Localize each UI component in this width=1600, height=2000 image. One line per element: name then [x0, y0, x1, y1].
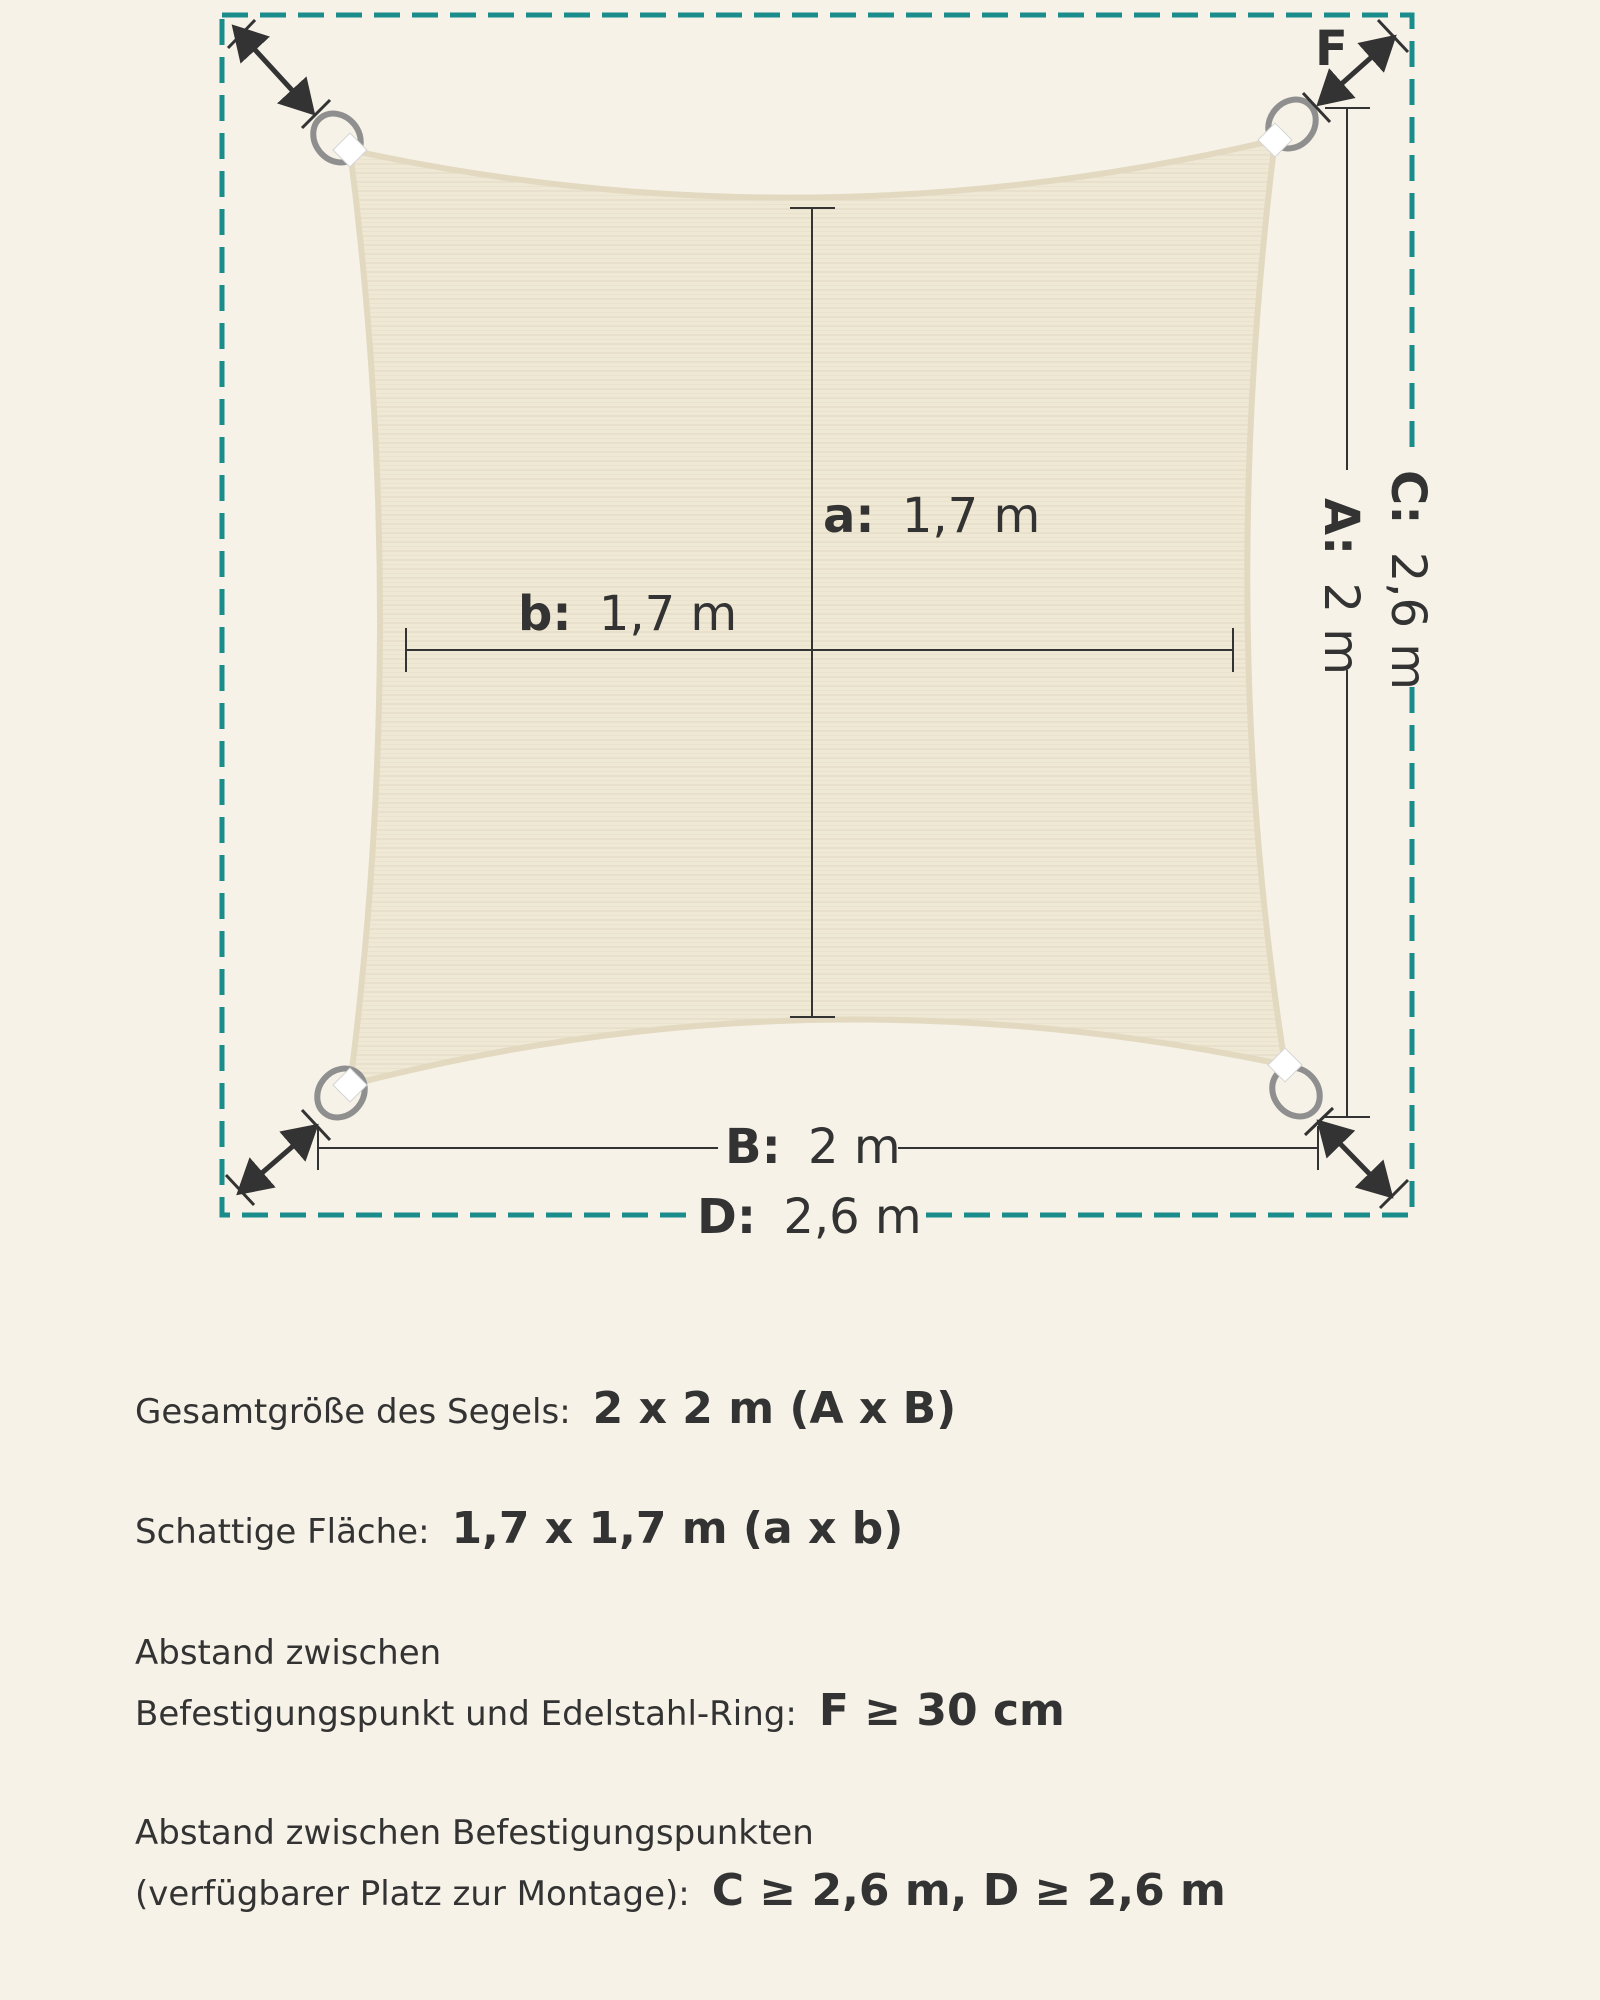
spec-line: [135, 1380, 1535, 1441]
corner-arrow-bottom-right-icon: [1305, 1108, 1408, 1208]
spec-label: Schattige Fläche:: [135, 1512, 430, 1552]
spec-label-line1: Abstand zwischen Befestigungspunkten: [135, 1813, 814, 1853]
label-B: B: 2 m: [725, 1119, 901, 1175]
shade-sail: [350, 140, 1285, 1085]
spec-value: 1,7 x 1,7 m (a x b): [451, 1503, 904, 1554]
corner-arrow-top-left-icon: [228, 20, 330, 128]
spec-line-1: [135, 1624, 1535, 1682]
label-F: F: [1315, 21, 1348, 77]
spec-line-2: [135, 1862, 1535, 1923]
label-A: A: 2 m: [1313, 498, 1369, 676]
spec-label-line1: Abstand zwischen: [135, 1633, 442, 1673]
spec-mounting-distance: [135, 1804, 1535, 1923]
spec-ring-distance: [135, 1624, 1535, 1743]
spec-line-2: [135, 1682, 1535, 1743]
label-a: a: 1,7 m: [823, 488, 1041, 544]
spec-line-1: [135, 1804, 1535, 1862]
label-D: D: 2,6 m: [697, 1189, 922, 1245]
spec-value: F ≥ 30 cm: [818, 1685, 1065, 1736]
spec-shade-area: [135, 1500, 1535, 1561]
spec-label: Befestigungspunkt und Edelstahl-Ring:: [135, 1694, 797, 1734]
ring-top-right-icon: [1258, 90, 1326, 158]
label-b: b: 1,7 m: [518, 586, 738, 642]
spec-value: 2 x 2 m (A x B): [592, 1383, 957, 1434]
spec-label: Gesamtgröße des Segels:: [135, 1392, 571, 1432]
corner-arrow-bottom-left-icon: [226, 1110, 330, 1205]
spec-line: [135, 1500, 1535, 1561]
spec-total-size: [135, 1380, 1535, 1441]
spec-value: C ≥ 2,6 m, D ≥ 2,6 m: [711, 1865, 1226, 1916]
spec-label: (verfügbarer Platz zur Montage):: [135, 1874, 690, 1914]
label-C: C: 2,6 m: [1380, 470, 1436, 691]
